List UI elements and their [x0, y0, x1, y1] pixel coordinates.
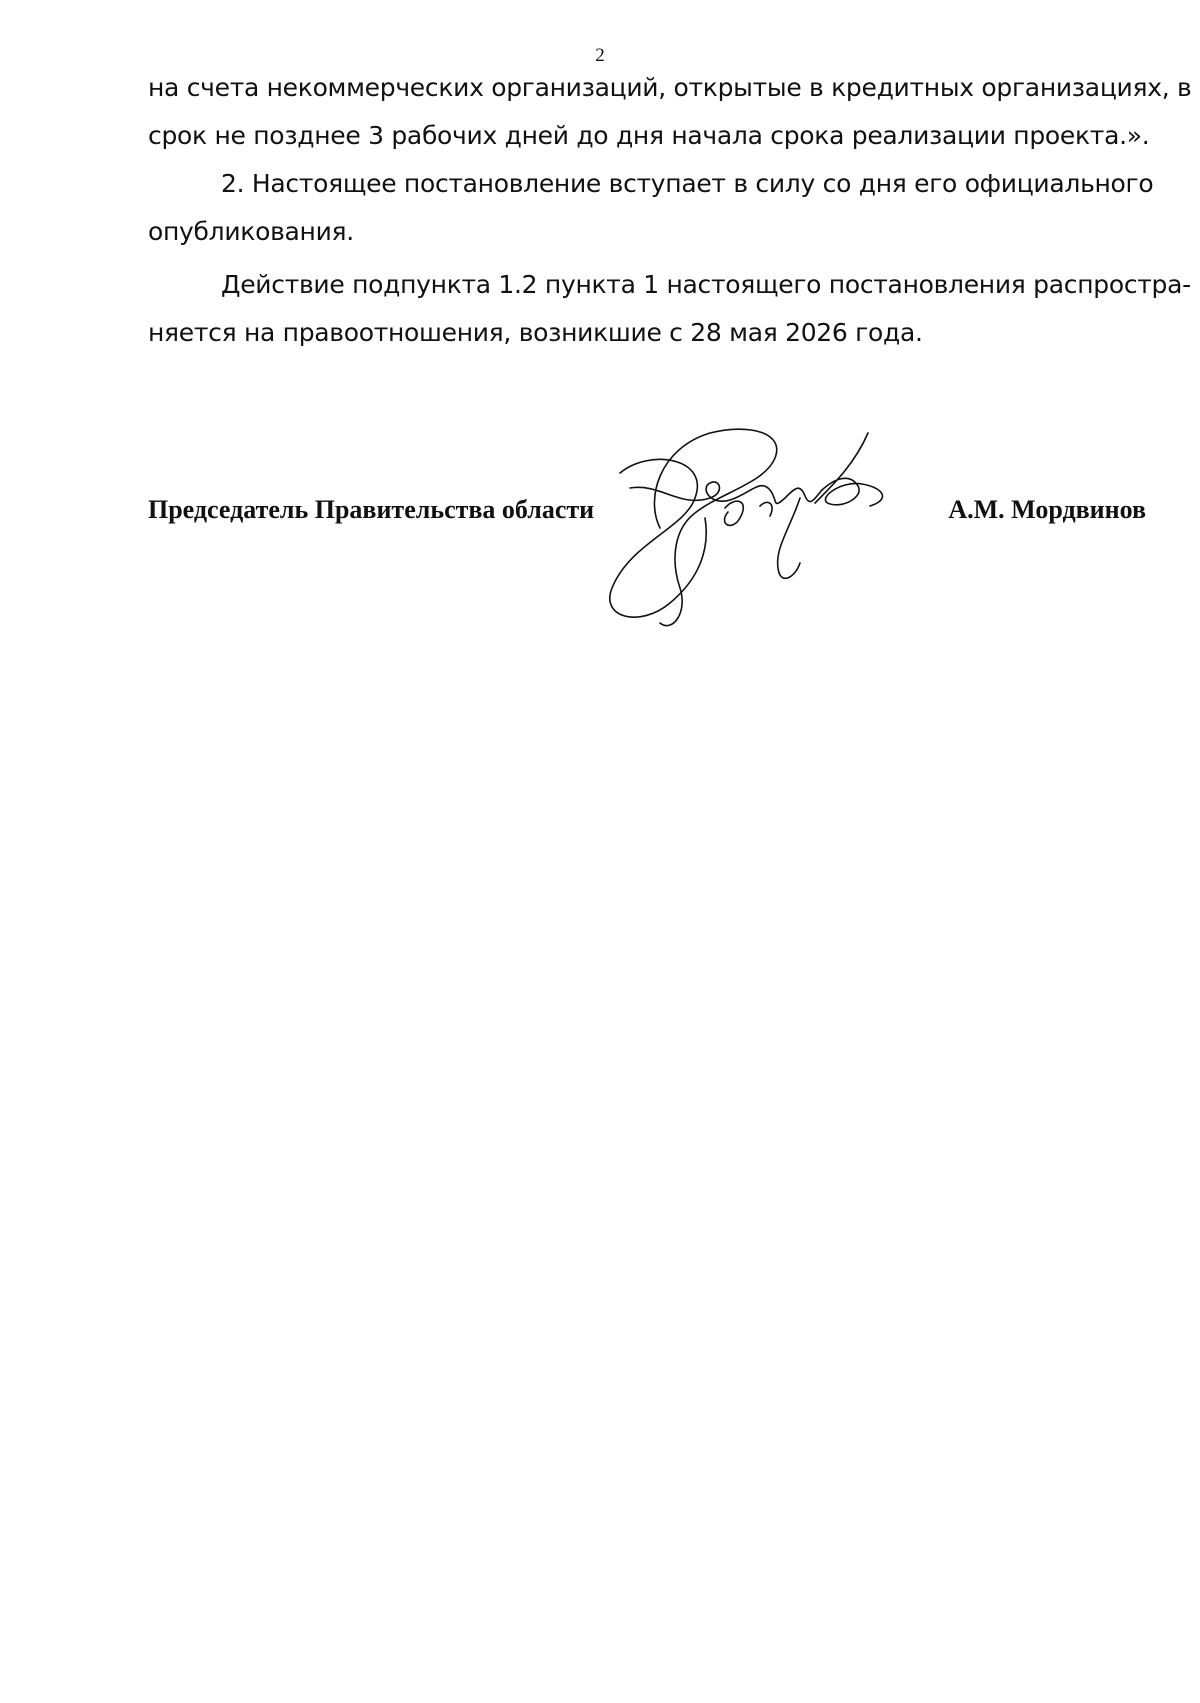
signatory-title: Председатель Правительства области	[148, 495, 595, 524]
paragraph-line: опубликования.	[148, 217, 354, 246]
paragraph-line: срок не позднее 3 рабочих дней до дня начала срока реализации проекта.».	[148, 121, 1150, 150]
paragraph-effective-date	[148, 261, 1191, 357]
paragraph-line: няется на правоотношения, возникшие с 28 мая 2026 года.	[148, 318, 923, 347]
paragraph-item-2	[148, 160, 1154, 256]
page-number: 2	[595, 45, 605, 66]
paragraph-line: 2. Настоящее постановление вступает в силу со дня его официального	[221, 169, 1154, 198]
paragraph-continuation	[148, 64, 1192, 160]
paragraph-line: Действие подпункта 1.2 пункта 1 настоящего постановления распростра-	[221, 270, 1191, 299]
paragraph-line: на счета некоммерческих организаций, открытые в кредитных организациях, в	[148, 73, 1192, 102]
signatory-name: А.М. Мордвинов	[948, 495, 1146, 524]
handwritten-signature	[600, 428, 950, 638]
